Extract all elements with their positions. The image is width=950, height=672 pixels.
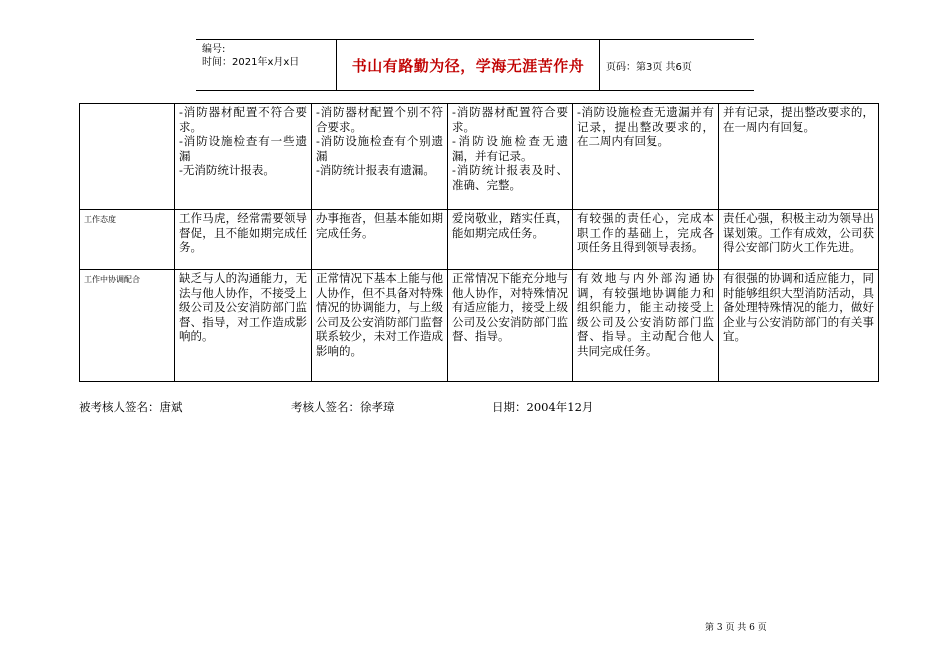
cell-line: -消防设施检查无遗漏，并有记录。 — [452, 134, 568, 163]
row-label: 工作中协调配合 — [80, 270, 175, 382]
table-cell: 缺乏与人的沟通能力，无法与他人协作，不接受上级公司及公安消防部门监督、指导，对工作造成影响的。 — [175, 270, 312, 382]
table-cell: 有效地与内外部沟通协调，有较强地协调能力和组织能力，能主动接受上级公司及公安消防部门监督、指导。主动配合他人共同完成任务。 — [573, 270, 719, 382]
table-cell: 有较强的责任心，完成本职工作的基础上，完成各项任务且得到领导表扬。 — [573, 210, 719, 270]
time-label: 时间：2021年x月x日 — [202, 57, 300, 68]
table-cell: 工作马虎，经常需要领导督促，且不能如期完成任务。 — [175, 210, 312, 270]
table-cell: 正常情况下基本上能与他人协作，但不具备对特殊情况的协调能力，与上级公司及公安消防部门监督联系较少，未对工作造成影响的。 — [312, 270, 448, 382]
table-cell — [573, 104, 719, 210]
header-page-info: 页码：第3页 共6页 — [606, 61, 692, 73]
sign-date: 日期：2004年12月 — [492, 400, 594, 414]
table-cell — [175, 104, 312, 210]
cell-line: -消防器材配置个别不符合要求。 — [316, 105, 443, 134]
table-cell: 爱岗敬业，踏实任真，能如期完成任务。 — [448, 210, 573, 270]
cell-line: -消防设施检查有个别遗漏 — [316, 134, 443, 163]
evaluation-table — [79, 103, 879, 382]
row-label: 工作态度 — [80, 210, 175, 270]
page-header — [196, 39, 754, 91]
table-cell: 办事拖沓，但基本能如期完成任务。 — [312, 210, 448, 270]
cell-line: -消防统计报表及时、准确、完整。 — [452, 163, 568, 192]
cell-line: -消防统计报表有遗漏。 — [316, 163, 435, 178]
header-motto: 书山有路勤为径，学海无涯苦作舟 — [336, 40, 600, 90]
row-label — [80, 104, 175, 210]
page-footer: 第 3 页 共 6 页 — [705, 623, 767, 633]
table-cell: 有很强的协调和适应能力，同时能够组织大型消防活动，具备处理特殊情况的能力，做好企业与公安消防部门的有关事宜。 — [719, 270, 879, 382]
table-row — [80, 210, 879, 270]
table-cell: 责任心强，积极主动为领导出谋划策。工作有成效，公司获得公安部门防火工作先进。 — [719, 210, 879, 270]
number-label: 编号: — [202, 44, 226, 55]
table-cell — [448, 104, 573, 210]
cell-line: -消防器材配置不符合要求。 — [179, 105, 307, 134]
cell-line: -消防设施检查无遗漏并有记录，提出整改要求的，在二周内有回复。 — [577, 105, 714, 149]
examiner-signature: 考核人签名：徐孝璋 — [291, 400, 395, 414]
cell-line: -无消防统计报表。 — [179, 163, 275, 178]
header-meta — [196, 40, 336, 90]
examinee-signature: 被考核人签名：唐斌 — [79, 400, 183, 414]
cell-line: 并有记录，提出整改要求的，在一周内有回复。 — [723, 105, 874, 134]
table-row — [80, 270, 879, 382]
table-row — [80, 104, 879, 210]
cell-line: -消防器材配置符合要求。 — [452, 105, 568, 134]
table-cell — [719, 104, 879, 210]
cell-line: -消防设施检查有一些遗漏 — [179, 134, 307, 163]
table-cell — [312, 104, 448, 210]
table-cell: 正常情况下能充分地与他人协作，对特殊情况有适应能力，接受上级公司及公安消防部门监督、指导。 — [448, 270, 573, 382]
